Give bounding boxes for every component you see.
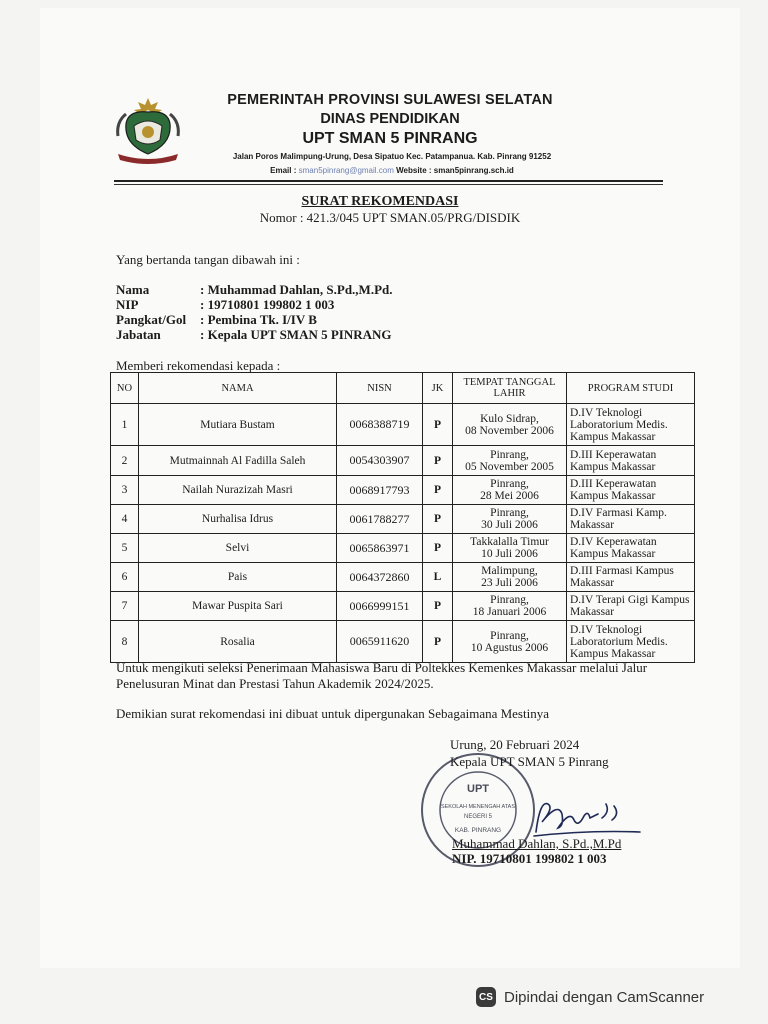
birth-place: Takkalalla Timur <box>470 536 549 548</box>
table-row <box>111 476 695 505</box>
letterhead-province: PEMERINTAH PROVINSI SULAWESI SELATAN <box>227 92 553 108</box>
purpose-text: Untuk mengikuti seleksi Penerimaan Mahasiswa Baru di Poltekkes Kemenkes Makassar melalui Jalur Penelusuran Minat dan Prestasi Tahun Akademik 2024/2025. <box>116 660 648 691</box>
field-row-pangkat <box>116 312 393 327</box>
camscanner-icon: CS <box>476 987 496 1007</box>
birth-date: 23 Juli 2006 <box>481 577 538 589</box>
cell-jk: P <box>423 592 453 621</box>
cell-nisn: 0061788277 <box>337 505 423 534</box>
cell-nisn: 0054303907 <box>337 446 423 476</box>
cell-jk: P <box>423 476 453 505</box>
birth-place: Pinrang, <box>490 594 529 606</box>
cell-nisn: 0068917793 <box>337 476 423 505</box>
student-table <box>110 372 695 663</box>
header-prodi: PROGRAM STUDI <box>567 373 695 404</box>
cell-no: 7 <box>111 592 139 621</box>
birth-date: 10 Juli 2006 <box>481 548 538 560</box>
field-row-jabatan <box>116 327 393 342</box>
website-label: Website : <box>396 166 432 175</box>
cell-no: 4 <box>111 505 139 534</box>
cell-no: 5 <box>111 534 139 563</box>
table-row <box>111 592 695 621</box>
cell-prodi: D.IV Farmasi Kamp. Makassar <box>567 505 695 534</box>
field-row-nama <box>116 282 393 297</box>
table-row <box>111 404 695 446</box>
header-nama: NAMA <box>139 373 337 404</box>
provincial-emblem-logo <box>112 96 184 166</box>
cell-nisn: 0065863971 <box>337 534 423 563</box>
field-value: : 19710801 199802 1 003 <box>200 297 335 312</box>
table-row <box>111 563 695 592</box>
birth-date: 30 Juli 2006 <box>481 519 538 531</box>
letterhead-address: Jalan Poros Malimpung-Urung, Desa Sipatuo Kec. Patampanua. Kab. Pinrang 91252 <box>232 152 552 161</box>
cell-birth <box>453 592 567 621</box>
stamp-line1: SEKOLAH MENENGAH ATAS <box>440 804 516 810</box>
cell-nisn: 0064372860 <box>337 563 423 592</box>
field-value: : Muhammad Dahlan, S.Pd.,M.Pd. <box>200 282 393 297</box>
table-body <box>111 404 695 663</box>
stamp-center-text: UPT <box>467 783 489 795</box>
cell-jk: P <box>423 404 453 446</box>
cell-prodi: D.IV Terapi Gigi Kampus Makassar <box>567 592 695 621</box>
cell-birth <box>453 505 567 534</box>
birth-date: 28 Mei 2006 <box>480 490 539 502</box>
cell-prodi: D.III Farmasi Kampus Makassar <box>567 563 695 592</box>
signature-place-date: Urung, 20 Februari 2024 <box>450 737 580 752</box>
document-title: SURAT REKOMENDASI <box>301 194 459 209</box>
field-key: NIP <box>116 297 139 312</box>
cell-no: 3 <box>111 476 139 505</box>
scanner-text: Dipindai dengan CamScanner <box>504 988 705 1006</box>
cell-no: 6 <box>111 563 139 592</box>
website-link[interactable]: sman5pinrang.sch.id <box>433 166 514 175</box>
header-no: NO <box>111 373 139 404</box>
cell-nisn: 0066999151 <box>337 592 423 621</box>
field-key: Jabatan <box>116 327 161 342</box>
birth-date: 05 November 2005 <box>465 460 554 473</box>
closing-text: Demikian surat rekomendasi ini dibuat untuk dipergunakan Sebagaimana Mestinya <box>116 706 549 721</box>
birth-place: Pinrang, <box>490 507 529 519</box>
cell-nama: Pais <box>139 563 337 592</box>
birth-place: Pinrang, <box>490 629 529 642</box>
cell-jk: P <box>423 505 453 534</box>
birth-place: Pinrang, <box>490 478 529 490</box>
field-row-nip <box>116 297 393 312</box>
cell-prodi: D.IV Keperawatan Kampus Makassar <box>567 534 695 563</box>
handwritten-signature <box>528 792 648 842</box>
letterhead-divider-thick <box>114 180 663 182</box>
cell-prodi: D.IV Teknologi Laboratorium Medis. Kampus Makassar <box>567 621 695 663</box>
cell-no: 2 <box>111 446 139 476</box>
header-ttl: TEMPAT TANGGAL LAHIR <box>453 373 567 404</box>
birth-place: Pinrang, <box>490 448 529 461</box>
table-row <box>111 505 695 534</box>
signer-name: Muhammad Dahlan, S.Pd.,M.Pd <box>452 836 622 851</box>
table-header-row <box>111 373 695 404</box>
cell-nama: Mutiara Bustam <box>139 404 337 446</box>
cell-birth <box>453 563 567 592</box>
signature-position: Kepala UPT SMAN 5 Pinrang <box>450 754 609 769</box>
cell-nama: Nailah Nurazizah Masri <box>139 476 337 505</box>
birth-date: 18 Januari 2006 <box>472 606 547 618</box>
birth-place: Kulo Sidrap, <box>480 412 539 425</box>
cell-birth <box>453 446 567 476</box>
letterhead-divider-thin <box>114 184 663 185</box>
field-value: : Pembina Tk. I/IV B <box>200 312 317 327</box>
email-label: Email : <box>270 166 297 175</box>
intro-text: Yang bertanda tangan dibawah ini : <box>116 252 300 267</box>
cell-no: 1 <box>111 404 139 446</box>
field-key: Nama <box>116 282 150 297</box>
letterhead-department: DINAS PENDIDIKAN <box>320 111 460 127</box>
header-nisn: NISN <box>337 373 423 404</box>
cell-jk: L <box>423 563 453 592</box>
cell-birth <box>453 621 567 663</box>
stamp-line2: NEGERI 5 <box>463 814 493 820</box>
signer-nip: NIP. 19710801 199802 1 003 <box>452 851 607 866</box>
cell-birth <box>453 476 567 505</box>
field-key: Pangkat/Gol <box>116 312 187 327</box>
camscanner-watermark <box>476 982 756 1012</box>
birth-date: 10 Agustus 2006 <box>470 641 549 654</box>
cell-nama: Selvi <box>139 534 337 563</box>
birth-place: Malimpung, <box>481 565 538 577</box>
cell-jk: P <box>423 534 453 563</box>
table-row <box>111 534 695 563</box>
cell-nama: Rosalia <box>139 621 337 663</box>
field-value: : Kepala UPT SMAN 5 PINRANG <box>200 327 392 342</box>
cell-prodi: D.IV Teknologi Laboratorium Medis. Kampus Makassar <box>567 404 695 446</box>
cell-nama: Mawar Puspita Sari <box>139 592 337 621</box>
cell-nisn: 0065911620 <box>337 621 423 663</box>
birth-date: 08 November 2006 <box>465 424 554 437</box>
email-link[interactable]: sman5pinrang@gmail.com <box>298 166 394 175</box>
stamp-line3: KAB. PINRANG <box>454 827 502 834</box>
letterhead-school: UPT SMAN 5 PINRANG <box>302 130 478 147</box>
header-jk: JK <box>423 373 453 404</box>
cell-no: 8 <box>111 621 139 663</box>
cell-nisn: 0068388719 <box>337 404 423 446</box>
cell-prodi: D.III Keperawatan Kampus Makassar <box>567 476 695 505</box>
table-row <box>111 621 695 663</box>
cell-prodi: D.III Keperawatan Kampus Makassar <box>567 446 695 476</box>
cell-nama: Mutmainnah Al Fadilla Saleh <box>139 446 337 476</box>
signer-fields <box>116 282 393 342</box>
table-row <box>111 446 695 476</box>
cell-birth <box>453 534 567 563</box>
signature-block <box>450 736 609 770</box>
recommend-label: Memberi rekomendasi kepada : <box>116 358 281 373</box>
cell-nama: Nurhalisa Idrus <box>139 505 337 534</box>
cell-jk: P <box>423 621 453 663</box>
cell-jk: P <box>423 446 453 476</box>
letterhead-contact <box>192 166 592 175</box>
cell-birth <box>453 404 567 446</box>
document-number: Nomor : 421.3/045 UPT SMAN.05/PRG/DISDIK <box>259 210 521 225</box>
